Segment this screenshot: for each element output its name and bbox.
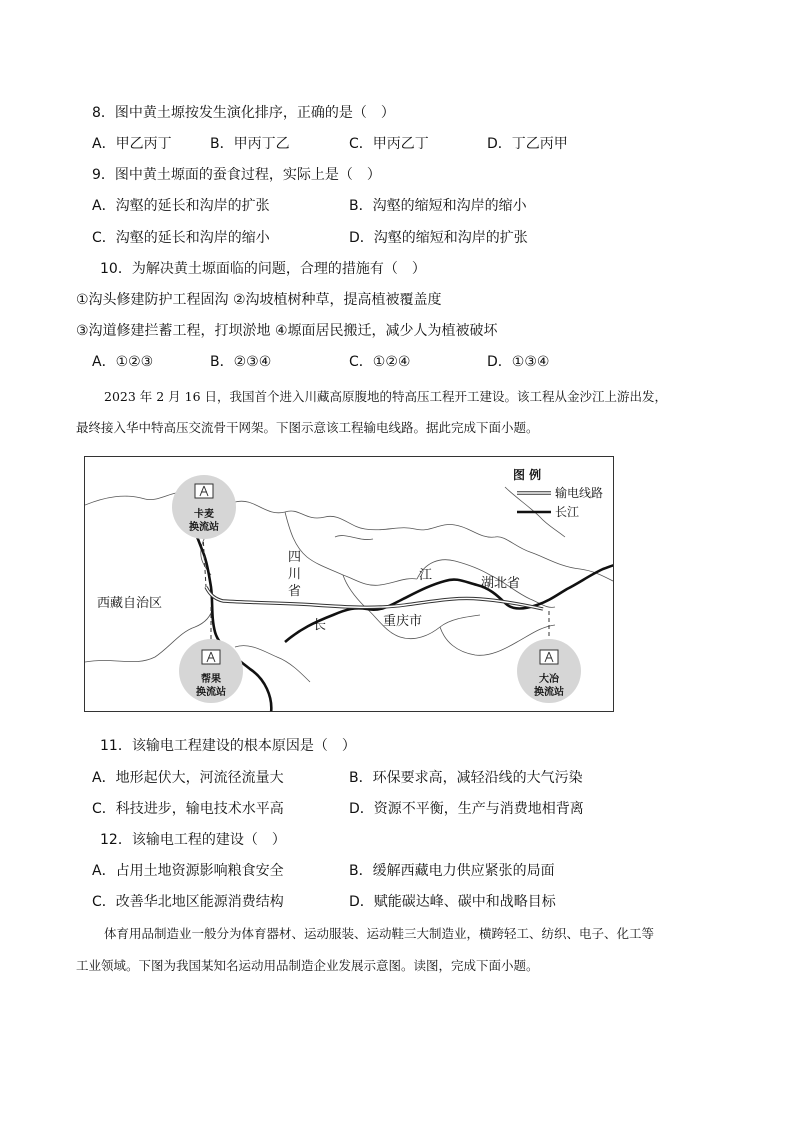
- station-daye-name: 大冶: [539, 674, 559, 685]
- q12-option-d: D．赋能碳达峰、碳中和战略目标: [349, 894, 556, 910]
- q10-option-c: C．①②④: [349, 354, 411, 370]
- q10-option-b: B．②③④: [210, 354, 272, 370]
- q11-stem: 11．该输电工程建设的根本原因是（ ）: [100, 738, 356, 754]
- transmission-line-map: [84, 456, 614, 712]
- label-sichuan-1: 四: [288, 550, 302, 565]
- passage1-line1: 2023 年 2 月 16 日，我国首个进入川藏高原腹地的特高压工程开工建设。该工程从金沙江上游出发，: [104, 389, 668, 404]
- station-bangguo-type: 换流站: [196, 687, 226, 698]
- q11-option-d: D．资源不平衡，生产与消费地相背离: [349, 801, 584, 817]
- legend-river-label: 长江: [555, 505, 580, 519]
- q10-option-a: A．①②③: [92, 354, 154, 370]
- q12-option-a: A．占用土地资源影响粮食安全: [92, 863, 284, 879]
- q12-option-b: B．缓解西藏电力供应紧张的局面: [349, 863, 555, 879]
- q9-option-d: D．沟壑的缩短和沟岸的扩张: [349, 230, 528, 246]
- yangtze-river: [285, 565, 614, 642]
- label-hubei: 湖北省: [481, 576, 521, 591]
- label-tibet: 西藏自治区: [97, 596, 163, 611]
- label-chang: 长: [313, 618, 327, 633]
- q12-stem: 12．该输电工程的建设（ ）: [100, 832, 286, 848]
- q8-option-c: C．甲丙乙丁: [349, 136, 429, 152]
- q9-option-c: C．沟壑的延长和沟岸的缩小: [92, 230, 270, 246]
- q8-stem: 8．图中黄土塬按发生演化排序，正确的是（ ）: [92, 105, 395, 121]
- q10-measures-line2: ③沟道修建拦蓄工程，打坝淤地 ④塬面居民搬迁，减少人为植被破坏: [76, 323, 498, 339]
- station-bangguo-name: 帮果: [201, 674, 221, 685]
- station-kamai-name: 卡麦: [194, 509, 214, 520]
- q10-stem: 10．为解决黄土塬面临的问题，合理的措施有（ ）: [100, 261, 426, 277]
- q12-option-c: C．改善华北地区能源消费结构: [92, 894, 284, 910]
- legend-title: 图 例: [513, 468, 542, 482]
- station-kamai-type: 换流站: [189, 522, 219, 533]
- station-daye-type: 换流站: [534, 687, 564, 698]
- passage2-line1: 体育用品制造业一般分为体育器材、运动服装、运动鞋三大制造业，横跨轻工、纺织、电子、化工等: [104, 926, 655, 941]
- q10-option-d: D．①③④: [487, 354, 550, 370]
- q11-option-c: C．科技进步，输电技术水平高: [92, 801, 284, 817]
- label-sichuan-2: 川: [288, 567, 302, 582]
- q9-option-b: B．沟壑的缩短和沟岸的缩小: [349, 198, 527, 214]
- label-sichuan-3: 省: [288, 584, 302, 599]
- station-daye: [517, 639, 581, 703]
- label-jiang: 江: [419, 568, 433, 583]
- map-svg: [85, 457, 614, 712]
- q8-option-d: D．丁乙丙甲: [487, 136, 568, 152]
- label-chongqing: 重庆市: [383, 614, 423, 629]
- q9-option-a: A．沟壑的延长和沟岸的扩张: [92, 198, 270, 214]
- station-bangguo: [179, 639, 243, 703]
- q8-option-b: B．甲丙丁乙: [210, 136, 290, 152]
- q11-option-b: B．环保要求高，减轻沿线的大气污染: [349, 770, 583, 786]
- q9-stem: 9．图中黄土塬面的蚕食过程，实际上是（ ）: [92, 167, 381, 183]
- q8-option-a: A．甲乙丙丁: [92, 136, 172, 152]
- legend-power-line-label: 输电线路: [555, 486, 604, 500]
- station-kamai: [172, 475, 236, 539]
- passage1-line2: 最终接入华中特高压交流骨干网架。下图示意该工程输电线路。据此完成下面小题。: [76, 420, 539, 435]
- passage2-line2: 工业领域。下图为我国某知名运动用品制造企业发展示意图。读图，完成下面小题。: [76, 958, 539, 973]
- q10-measures-line1: ①沟头修建防护工程固沟 ②沟坡植树种草，提高植被覆盖度: [76, 292, 442, 308]
- q11-option-a: A．地形起伏大，河流径流量大: [92, 770, 284, 786]
